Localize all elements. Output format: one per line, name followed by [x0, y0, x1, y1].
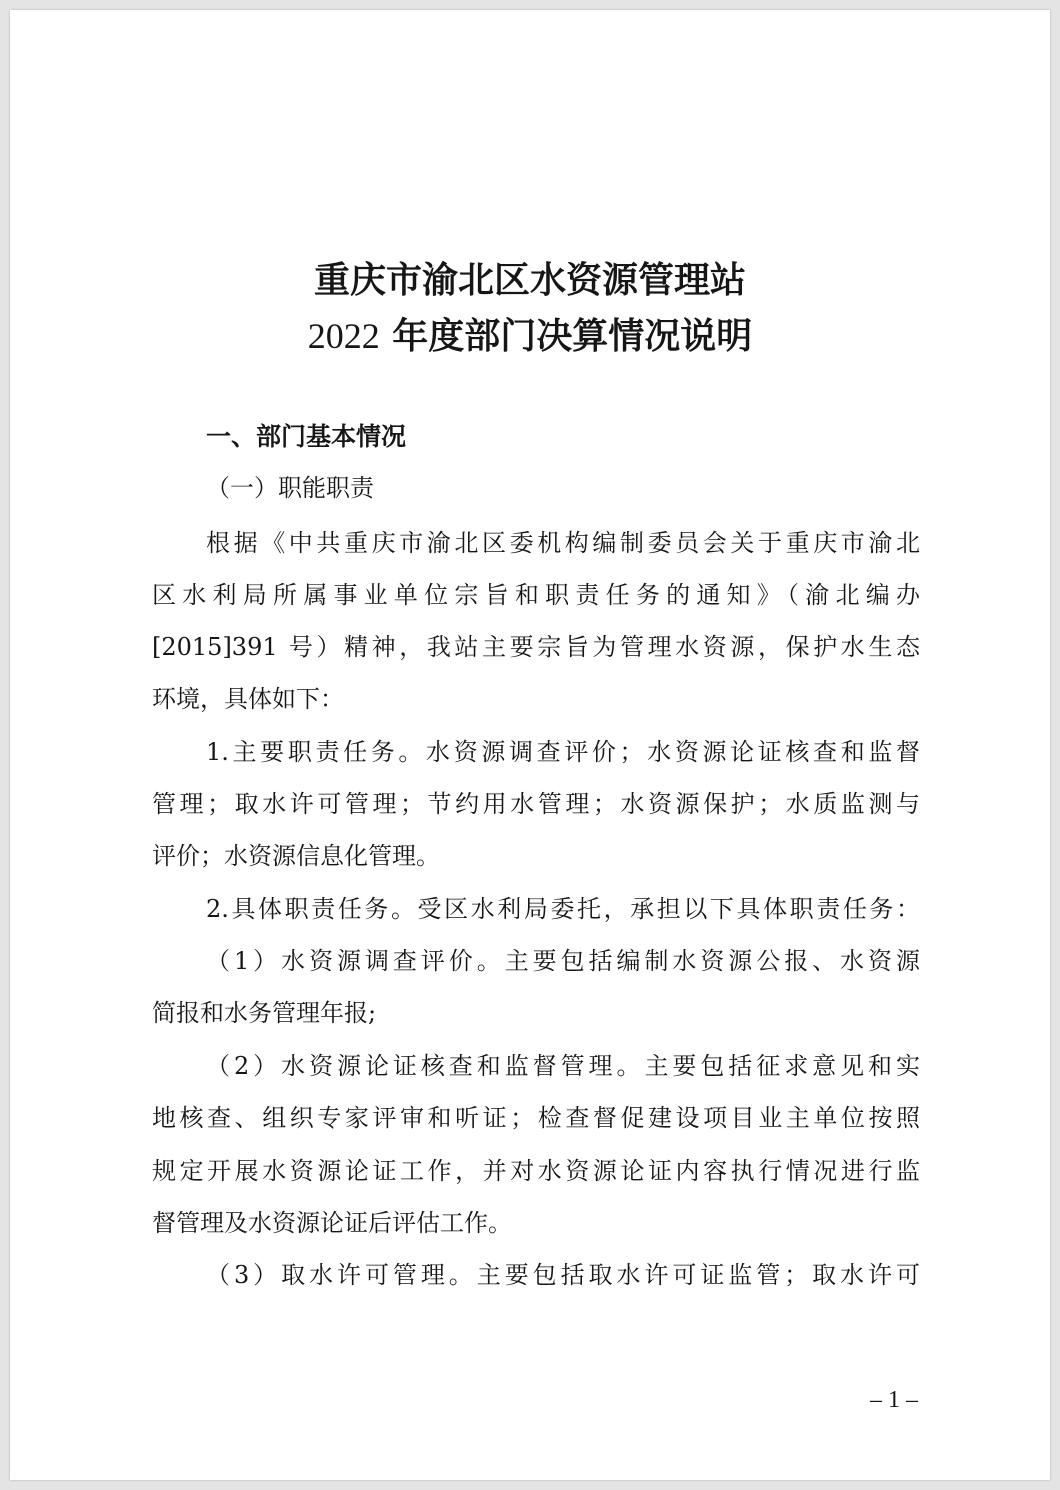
- paragraph-3-line-1: 2.具体职责任务。受区水利局委托，承担以下具体职责任务：: [206, 895, 920, 923]
- paragraph-4-line-1: （1）水资源调查评价。主要包括编制水资源公报、水资源: [206, 947, 920, 975]
- title-rest: 年度部门决算情况说明: [379, 315, 753, 357]
- paragraph-2-line-2: 管理；取水许可管理；节约用水管理；水资源保护；水质监测与: [152, 790, 920, 818]
- paragraph-6-line-1: （3）取水许可管理。主要包括取水许可证监管；取水许可: [206, 1261, 920, 1289]
- paragraph-5-line-2: 地核查、组织专家评审和听证；检查督促建设项目业主单位按照: [152, 1104, 920, 1132]
- title-year: 2022: [307, 316, 380, 356]
- subsection-heading-functions: （一）职能职责: [206, 474, 374, 502]
- paragraph-2-line-1: 1.主要职责任务。水资源调查评价；水资源论证核查和监督: [206, 738, 920, 766]
- paragraph-5-line-1: （2）水资源论证核查和监督管理。主要包括征求意见和实: [206, 1052, 920, 1080]
- paragraph-5-line-3: 规定开展水资源论证工作，并对水资源论证内容执行情况进行监: [152, 1157, 920, 1185]
- paragraph-2-line-3: 评价；水资源信息化管理。: [152, 842, 440, 870]
- page-number: – 1 –: [870, 1387, 918, 1413]
- paragraph-1-line-3: [2015]391 号）精神，我站主要宗旨为管理水资源，保护水生态: [152, 633, 920, 661]
- paragraph-4-line-2: 简报和水务管理年报;: [152, 999, 377, 1027]
- paragraph-5-line-4: 督管理及水资源论证后评估工作。: [152, 1209, 512, 1237]
- section-heading-basic-info: 一、部门基本情况: [206, 422, 407, 451]
- document-page: [10, 10, 1050, 1480]
- paragraph-1-line-2: 区水利局所属事业单位宗旨和职责任务的通知》（渝北编办: [152, 581, 920, 609]
- document-title-line-2: [10, 316, 1050, 356]
- document-title-line-1: 重庆市渝北区水资源管理站: [313, 259, 746, 301]
- paragraph-1-line-1: 根据《中共重庆市渝北区委机构编制委员会关于重庆市渝北: [206, 529, 920, 557]
- paragraph-1-line-4: 环境，具体如下：: [152, 685, 344, 713]
